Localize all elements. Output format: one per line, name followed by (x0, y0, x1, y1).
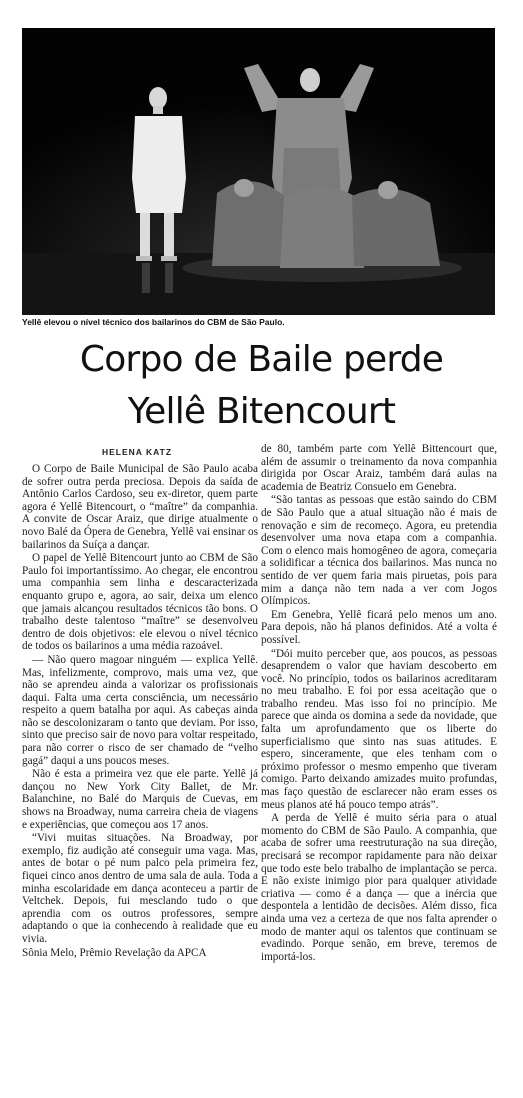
byline: HELENA KATZ (102, 447, 173, 457)
article-column-right (261, 443, 497, 964)
article-paragraph: Sônia Melo, Prêmio Revelação da APCA (22, 946, 207, 959)
article-paragraph: — Não quero magoar ninguém — explica Yellê. Mas, infelizmente, comprovo, mais uma vez, que não se aprendeu ainda a valorizar os profissionais daqui. Falta uma certa consciência, um necessário respeito a quem batalha por aqui. As cabeças ainda não se descolonizaram o tanto que deviam. Por isso, sinto que preciso sair de novo para voltar respeitado, para não correr o risco de ser chamado de “velho gagá” daqui a uns poucos meses. (22, 653, 258, 767)
headline-line-1: Corpo de Baile perde (79, 339, 444, 380)
crouching-dancers (212, 179, 440, 268)
article-paragraph: O Corpo de Baile Municipal de São Paulo acaba de sofrer outra perda preciosa. Depois da saída de Antônio Carlos Cardoso, seu ex-diretor, quem parte agora é Yellê Bitencourt, o “maître” da companhia. A convite de Oscar Araiz, que dirige atualmente o novo Balé da Ópera de Genebra, Yellê vai ensinar os bailarinos da Suíça a dançar. (22, 463, 258, 551)
ballet-photo-image (22, 28, 495, 315)
headline-line-2: Yellê Bitencourt (127, 391, 396, 432)
article-paragraph: A perda de Yellê é muito séria para o atual momento do CBM de São Paulo. A companhia, que acaba de sofrer uma reestruturação na sua direção, precisará se recompor rapidamente para não deixar que todo este belo trabalho de implantação se perca. E não existe inimigo pior para qualquer atividade criativa — como é a dança — que a inércia que despontela a lentidão de decisões. Além disso, fica ainda uma vez a certeza de que nos falta aprender o modo de manter aqui os talentos que continuam se evadindo. Porque senão, em breve, teremos de importá-los. (261, 812, 497, 963)
article-paragraph: “Vivi muitas situações. Na Broadway, por exemplo, fiz audição até conseguir uma vaga. Mas, antes de botar o pé num palco pela primeira fez, fiquei cinco anos dentro de uma sala de aula. Toda a minha escolaridade em dança aconteceu a partir de Veltchek. Depois, fui mesclando tudo o que aprendia com os outros professores, sempre adaptando o que ia conhecendo à realidade que eu vivia. (22, 832, 258, 945)
article-paragraph: Não é esta a primeira vez que ele parte. Yellê já dançou no New York City Ballet, de Mr. Balanchine, no Balé do Marquis de Cuevas, em shows na Broadway, numa carreira cheia de viagens e experiências, que começou aos 17 anos. (22, 768, 258, 831)
article-paragraph: de 80, também parte com Yellê Bittencourt que, além de assumir o treinamento da nova companhia dirigida por Oscar Araiz, também dará aulas na academia de Beatriz Consuelo em Genebra. (261, 443, 497, 493)
ballet-photo (22, 28, 495, 315)
article-paragraph: “Dói muito perceber que, aos poucos, as pessoas desaprendem o valor que haviam descoberto em você. No princípio, todos os bailarinos acreditaram no meu trabalho. E foi por essa aceitação que o trabalho rendeu. Mas isso foi no princípio. Me parece que ainda os domina a sede da novidade, que falta um aprofundamento que os liberte do superficialismo que sinto nas suas atitudes. E espero, sinceramente, que eles tenham com o próximo professor o mesmo empenho que tiveram comigo. Parto deixando amizades muito profundas, mas faço questão de esclarecer não eram esses os meus planos até há pouco tempo atrás”. (261, 647, 497, 811)
article-paragraph: Em Genebra, Yellê ficará pelo menos um ano. Para depois, não há planos definidos. Até a volta é possível. (261, 608, 497, 646)
article-paragraph: O papel de Yellê Bitencourt junto ao CBM de São Paulo foi importantíssimo. Ao chegar, ele encontrou uma companhia sem linha e descaracterizada enquanto grupo e, agora, ao sair, deixa um elenco que jamais alcançou resultados técnicos tão bons. O trabalho deste talentoso “maître” se desenvolveu dentro de dois objetivos: ele elevou o nível técnico de todos os bailarinos a uma média razoável. (22, 552, 258, 653)
article-paragraph: “São tantas as pessoas que estão saindo do CBM de São Paulo que a atual situação não é mais de renovação e sim de recomeço. Agora, eu pretendia desenvolver uma nova etapa com a companhia. Com o elenco mais homogêneo de agora, começaria a solidificar a técnica dos bailarinos. Mas nunca no sentido de ver quem faria mais piruetas, pois para mim a dança não tem nada a ver com Jogos Olímpicos. (261, 494, 497, 608)
article-column-left (22, 463, 258, 960)
photo-caption: Yellê elevou o nível técnico dos bailarinos do CBM de São Paulo. (22, 317, 285, 327)
